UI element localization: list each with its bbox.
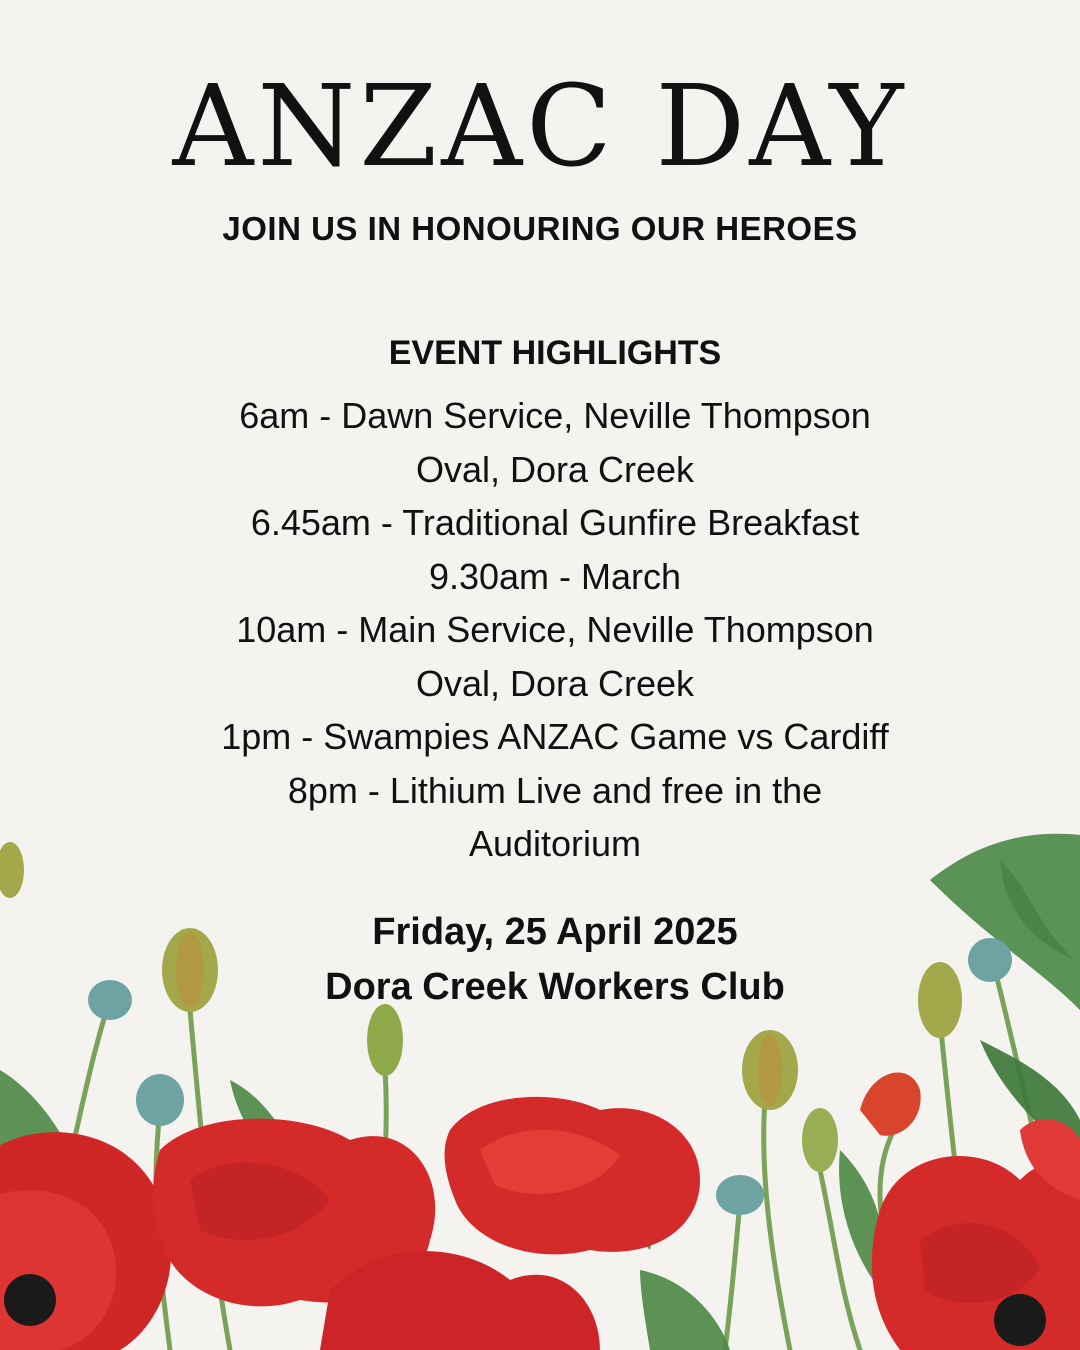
schedule-line: 1pm - Swampies ANZAC Game vs Cardiff <box>221 716 889 757</box>
schedule-line: Oval, Dora Creek <box>415 448 695 490</box>
event-highlights-heading: EVENT HIGHLIGHTS <box>388 334 722 372</box>
event-schedule <box>0 389 1080 871</box>
schedule-line: 9.30am - March <box>428 555 682 597</box>
event-venue: Dora Creek Workers Club <box>325 966 785 1008</box>
schedule-line: 6.45am - Traditional Gunfire Breakfast <box>250 502 860 543</box>
schedule-line: 10am - Main Service, Neville Thompson <box>236 609 874 650</box>
poppy-illustration <box>0 820 1080 1350</box>
schedule-line: Oval, Dora Creek <box>415 662 695 704</box>
page-title: ANZAC DAY <box>172 62 908 192</box>
schedule-line: 8pm - Lithium Live and free in the <box>287 769 823 811</box>
poppy-flowers <box>0 1097 1080 1350</box>
event-date: Friday, 25 April 2025 <box>372 911 738 953</box>
schedule-line: 6am - Dawn Service, Neville Thompson <box>239 395 871 436</box>
subtitle: JOIN US IN HONOURING OUR HEROES <box>222 210 858 247</box>
schedule-line: Auditorium <box>468 823 642 864</box>
